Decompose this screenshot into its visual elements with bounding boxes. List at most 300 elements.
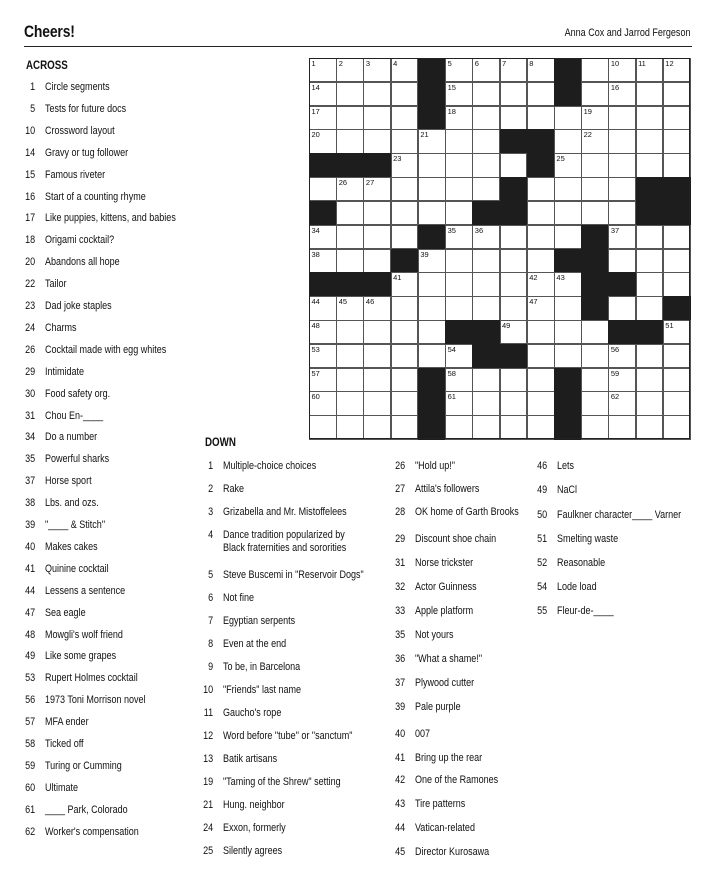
grid-black-square: [418, 58, 446, 82]
grid-cell-number: 15: [447, 82, 456, 92]
grid-cell[interactable]: [663, 344, 691, 368]
clue-text: Food safety org.: [44, 387, 111, 400]
crossword-grid[interactable]: [309, 58, 690, 439]
grid-cell[interactable]: [363, 177, 391, 201]
grid-cell[interactable]: [554, 296, 582, 320]
clue-text: Reasonable: [556, 557, 606, 569]
clue-number: 33: [395, 605, 406, 617]
grid-cell[interactable]: [336, 201, 364, 225]
grid-cell[interactable]: [363, 82, 391, 106]
grid-cell[interactable]: [445, 153, 473, 177]
clue-number: 11: [203, 707, 214, 719]
clue-text: Batik artisans: [222, 753, 278, 765]
clue-number: 15: [25, 168, 36, 181]
grid-cell[interactable]: [636, 296, 664, 320]
grid-cell-number: 62: [610, 392, 620, 402]
grid-cell[interactable]: [472, 368, 500, 392]
grid-cell[interactable]: [472, 177, 500, 201]
grid-cell[interactable]: [527, 296, 555, 320]
grid-cell[interactable]: [472, 129, 500, 153]
grid-cell[interactable]: [309, 177, 337, 201]
grid-cell-number: 49: [502, 320, 511, 330]
grid-cell[interactable]: [500, 249, 528, 273]
grid-black-square: [527, 153, 555, 177]
grid-cell[interactable]: [527, 106, 555, 130]
grid-cell[interactable]: [472, 391, 500, 415]
grid-black-square: [472, 344, 500, 368]
grid-black-square: [472, 320, 500, 344]
clue-text: Start of a counting rhyme: [44, 190, 146, 203]
grid-cell[interactable]: [554, 225, 582, 249]
grid-black-square: [663, 177, 691, 201]
clue-text: OK home of Garth Brooks: [414, 506, 519, 518]
grid-cell[interactable]: [391, 368, 419, 392]
grid-cell[interactable]: [391, 344, 419, 368]
grid-black-square: [472, 201, 500, 225]
clue-text: "Friends" last name: [222, 684, 302, 696]
grid-cell[interactable]: [663, 415, 691, 439]
grid-cell[interactable]: [445, 368, 473, 392]
grid-cell-number: 8: [529, 59, 534, 68]
grid-cell[interactable]: [554, 106, 582, 130]
grid-black-square: [336, 153, 364, 177]
grid-cell[interactable]: [581, 368, 609, 392]
grid-cell[interactable]: [663, 225, 691, 249]
clue-text: Pale purple: [414, 701, 461, 713]
grid-cell[interactable]: [636, 249, 664, 273]
grid-cell[interactable]: [527, 391, 555, 415]
grid-cell[interactable]: [391, 272, 419, 296]
clue-number: 35: [395, 629, 406, 641]
grid-cell[interactable]: [363, 58, 391, 82]
clue-text: Dance tradition popularized by Black fraternities and sororities: [222, 529, 347, 554]
clue-number: 34: [25, 431, 36, 444]
grid-cell[interactable]: [445, 391, 473, 415]
grid-cell[interactable]: [554, 177, 582, 201]
clue-text: Rupert Holmes cocktail: [44, 672, 138, 685]
grid-cell-number: 45: [338, 297, 348, 307]
grid-cell[interactable]: [527, 320, 555, 344]
grid-cell[interactable]: [663, 368, 691, 392]
grid-cell[interactable]: [445, 129, 473, 153]
grid-cell[interactable]: [554, 320, 582, 344]
grid-cell[interactable]: [418, 129, 446, 153]
clue-text: Like some grapes: [44, 650, 117, 663]
grid-cell[interactable]: [608, 225, 636, 249]
clue-number: 40: [25, 540, 36, 553]
grid-cell[interactable]: [418, 344, 446, 368]
clue-text: NaCl: [556, 484, 578, 496]
grid-cell[interactable]: [418, 153, 446, 177]
clue-text: Charms: [44, 321, 77, 334]
grid-cell[interactable]: [336, 368, 364, 392]
grid-cell[interactable]: [500, 58, 528, 82]
grid-cell-number: 19: [583, 106, 592, 116]
clue-text: Even at the end: [222, 638, 287, 650]
grid-cell[interactable]: [500, 368, 528, 392]
grid-cell[interactable]: [391, 320, 419, 344]
grid-cell[interactable]: [445, 296, 473, 320]
grid-black-square: [581, 296, 609, 320]
grid-cell[interactable]: [391, 225, 419, 249]
grid-cell[interactable]: [608, 129, 636, 153]
grid-cell[interactable]: [391, 129, 419, 153]
clue-number: 9: [208, 661, 214, 673]
grid-cell[interactable]: [309, 106, 337, 130]
grid-cell-number: 39: [420, 249, 429, 259]
grid-cell[interactable]: [608, 415, 636, 439]
grid-black-square: [581, 249, 609, 273]
clue-text: Sea eagle: [44, 606, 86, 619]
grid-cell[interactable]: [472, 106, 500, 130]
grid-black-square: [500, 129, 528, 153]
clue-number: 3: [208, 506, 214, 518]
clue-text: Hung. neighbor: [222, 799, 285, 811]
grid-cell[interactable]: [581, 201, 609, 225]
clue-number: 59: [25, 759, 36, 772]
grid-cell[interactable]: [309, 320, 337, 344]
grid-cell-number: 35: [447, 225, 456, 235]
clue-number: 6: [208, 592, 214, 604]
grid-cell[interactable]: [554, 153, 582, 177]
grid-cell[interactable]: [608, 249, 636, 273]
grid-cell[interactable]: [309, 58, 337, 82]
grid-cell[interactable]: [445, 272, 473, 296]
grid-cell[interactable]: [363, 320, 391, 344]
clue-number: 48: [25, 628, 36, 641]
grid-black-square: [391, 249, 419, 273]
grid-cell[interactable]: [500, 82, 528, 106]
grid-cell[interactable]: [363, 296, 391, 320]
clue-number: 28: [395, 506, 406, 518]
grid-cell[interactable]: [391, 58, 419, 82]
clue-number: 52: [537, 557, 548, 569]
grid-cell[interactable]: [527, 82, 555, 106]
grid-cell-number: 17: [311, 106, 320, 116]
clue-text: Discount shoe chain: [414, 533, 497, 545]
clue-number: 37: [25, 475, 36, 488]
grid-cell[interactable]: [472, 82, 500, 106]
grid-cell[interactable]: [500, 296, 528, 320]
grid-cell[interactable]: [336, 82, 364, 106]
grid-cell[interactable]: [363, 201, 391, 225]
grid-cell[interactable]: [581, 391, 609, 415]
clue-number: 31: [25, 409, 36, 422]
clue-number: 5: [30, 102, 36, 115]
clue-text: Mowgli's wolf friend: [44, 628, 123, 641]
grid-cell[interactable]: [336, 415, 364, 439]
clue-number: 60: [25, 781, 36, 794]
clue-text: "____ & Stitch": [44, 519, 106, 531]
grid-cell[interactable]: [445, 225, 473, 249]
grid-cell[interactable]: [309, 82, 337, 106]
clue-text: Fleur-de-____: [556, 605, 614, 617]
grid-cell[interactable]: [336, 58, 364, 82]
grid-cell[interactable]: [636, 415, 664, 439]
clue-number: 51: [537, 533, 548, 545]
grid-cell[interactable]: [581, 82, 609, 106]
clue-number: 44: [395, 822, 406, 834]
grid-cell[interactable]: [391, 177, 419, 201]
grid-cell[interactable]: [309, 249, 337, 273]
grid-cell[interactable]: [363, 106, 391, 130]
grid-cell[interactable]: [636, 225, 664, 249]
grid-cell[interactable]: [663, 249, 691, 273]
grid-cell[interactable]: [309, 415, 337, 439]
grid-cell[interactable]: [608, 296, 636, 320]
grid-cell[interactable]: [336, 177, 364, 201]
clue-number: 57: [25, 716, 36, 729]
grid-cell[interactable]: [418, 177, 446, 201]
grid-cell[interactable]: [363, 415, 391, 439]
clue-number: 39: [25, 519, 36, 531]
grid-cell[interactable]: [500, 391, 528, 415]
grid-cell[interactable]: [663, 129, 691, 153]
grid-black-square: [418, 106, 446, 130]
grid-cell[interactable]: [391, 415, 419, 439]
across-heading: ACROSS: [26, 60, 68, 72]
clue-text: "Taming of the Shrew" setting: [222, 776, 341, 788]
grid-cell[interactable]: [581, 177, 609, 201]
grid-black-square: [554, 415, 582, 439]
grid-cell[interactable]: [363, 391, 391, 415]
grid-cell[interactable]: [500, 106, 528, 130]
grid-black-square: [500, 344, 528, 368]
clue-text: Exxon, formerly: [222, 822, 286, 834]
grid-cell[interactable]: [391, 391, 419, 415]
grid-cell[interactable]: [636, 153, 664, 177]
grid-cell[interactable]: [527, 58, 555, 82]
grid-cell[interactable]: [309, 129, 337, 153]
clue-number: 62: [25, 825, 36, 838]
grid-cell[interactable]: [445, 249, 473, 273]
grid-cell[interactable]: [363, 129, 391, 153]
grid-cell[interactable]: [636, 272, 664, 296]
grid-cell[interactable]: [500, 272, 528, 296]
clue-text: Director Kurosawa: [414, 846, 490, 858]
grid-cell[interactable]: [336, 391, 364, 415]
grid-cell-number: 57: [311, 368, 320, 378]
grid-cell[interactable]: [445, 82, 473, 106]
grid-cell[interactable]: [663, 272, 691, 296]
grid-cell[interactable]: [663, 58, 691, 82]
clue-text: Grizabella and Mr. Mistoffelees: [222, 506, 347, 518]
grid-cell[interactable]: [418, 272, 446, 296]
grid-cell[interactable]: [391, 82, 419, 106]
clue-text: Gaucho's rope: [222, 707, 282, 719]
grid-black-square: [581, 272, 609, 296]
grid-cell[interactable]: [554, 344, 582, 368]
grid-cell[interactable]: [363, 344, 391, 368]
grid-cell[interactable]: [636, 58, 664, 82]
clue-text: Egyptian serpents: [222, 615, 296, 627]
down-heading: DOWN: [205, 437, 236, 449]
grid-cell[interactable]: [309, 368, 337, 392]
grid-cell[interactable]: [663, 320, 691, 344]
grid-cell[interactable]: [527, 225, 555, 249]
clue-number: 10: [25, 124, 36, 137]
grid-cell[interactable]: [309, 225, 337, 249]
grid-cell[interactable]: [500, 415, 528, 439]
clue-number: 17: [25, 212, 36, 225]
grid-cell[interactable]: [418, 320, 446, 344]
grid-cell[interactable]: [391, 296, 419, 320]
grid-cell[interactable]: [527, 177, 555, 201]
clue-number: 41: [395, 752, 406, 764]
grid-cell[interactable]: [636, 82, 664, 106]
grid-cell[interactable]: [472, 415, 500, 439]
grid-cell[interactable]: [309, 296, 337, 320]
grid-cell[interactable]: [608, 368, 636, 392]
grid-cell-number: 6: [474, 59, 479, 68]
clue-text: Horse sport: [44, 475, 92, 488]
grid-cell[interactable]: [581, 106, 609, 130]
grid-cell[interactable]: [527, 272, 555, 296]
grid-cell[interactable]: [418, 249, 446, 273]
grid-cell[interactable]: [527, 415, 555, 439]
clue-text: Ultimate: [44, 781, 79, 794]
grid-cell[interactable]: [391, 106, 419, 130]
grid-cell[interactable]: [336, 106, 364, 130]
grid-cell[interactable]: [608, 106, 636, 130]
grid-cell[interactable]: [636, 391, 664, 415]
grid-cell[interactable]: [472, 225, 500, 249]
clue-number: 32: [395, 581, 406, 593]
grid-cell[interactable]: [472, 272, 500, 296]
grid-cell[interactable]: [554, 272, 582, 296]
grid-cell[interactable]: [336, 296, 364, 320]
grid-cell[interactable]: [445, 177, 473, 201]
grid-cell[interactable]: [608, 201, 636, 225]
grid-black-square: [527, 129, 555, 153]
clue-number: 30: [25, 387, 36, 400]
grid-cell[interactable]: [581, 320, 609, 344]
clue-number: 24: [25, 321, 36, 334]
grid-cell[interactable]: [472, 249, 500, 273]
grid-cell-number: 36: [474, 225, 484, 235]
grid-cell-number: 59: [610, 368, 620, 378]
grid-cell[interactable]: [581, 153, 609, 177]
clue-text: Norse trickster: [414, 557, 474, 569]
clue-text: Quinine cocktail: [44, 562, 109, 575]
grid-cell[interactable]: [527, 344, 555, 368]
grid-cell[interactable]: [336, 129, 364, 153]
puzzle-title: Cheers!: [24, 22, 75, 41]
grid-black-square: [336, 272, 364, 296]
grid-cell[interactable]: [472, 58, 500, 82]
grid-cell-number: 2: [338, 59, 343, 68]
grid-cell[interactable]: [336, 320, 364, 344]
clue-text: Actor Guinness: [414, 581, 477, 593]
grid-cell[interactable]: [581, 415, 609, 439]
grid-cell[interactable]: [663, 391, 691, 415]
grid-cell[interactable]: [636, 344, 664, 368]
grid-cell[interactable]: [608, 391, 636, 415]
grid-cell[interactable]: [554, 129, 582, 153]
grid-cell[interactable]: [472, 153, 500, 177]
grid-cell[interactable]: [500, 320, 528, 344]
grid-cell[interactable]: [663, 82, 691, 106]
grid-cell-number: 37: [610, 225, 620, 235]
grid-cell-number: 14: [311, 82, 320, 92]
grid-cell[interactable]: [608, 82, 636, 106]
clue-number: 47: [25, 606, 36, 619]
grid-cell[interactable]: [527, 201, 555, 225]
clue-text: Origami cocktail?: [44, 234, 115, 247]
grid-cell[interactable]: [445, 344, 473, 368]
grid-cell[interactable]: [472, 296, 500, 320]
clue-number: 37: [395, 677, 406, 689]
grid-black-square: [363, 153, 391, 177]
grid-cell[interactable]: [363, 249, 391, 273]
grid-cell[interactable]: [581, 344, 609, 368]
clue-text: Crossword layout: [44, 124, 115, 137]
grid-cell[interactable]: [445, 415, 473, 439]
header-divider: [24, 46, 692, 47]
grid-cell[interactable]: [663, 153, 691, 177]
grid-cell[interactable]: [336, 344, 364, 368]
grid-cell[interactable]: [391, 153, 419, 177]
grid-black-square: [554, 249, 582, 273]
grid-cell-number: 5: [447, 59, 452, 68]
grid-cell[interactable]: [363, 368, 391, 392]
grid-cell[interactable]: [554, 201, 582, 225]
clue-text: Dad joke staples: [44, 300, 112, 312]
grid-cell[interactable]: [608, 177, 636, 201]
grid-cell[interactable]: [500, 153, 528, 177]
grid-cell[interactable]: [500, 225, 528, 249]
grid-cell[interactable]: [636, 106, 664, 130]
grid-cell[interactable]: [608, 344, 636, 368]
clue-number: 50: [537, 509, 548, 521]
grid-cell[interactable]: [418, 201, 446, 225]
grid-cell-number: 60: [311, 392, 320, 402]
grid-black-square: [418, 368, 446, 392]
grid-cell[interactable]: [527, 368, 555, 392]
clue-text: Cocktail made with egg whites: [44, 343, 167, 356]
clue-text: ____ Park, Colorado: [44, 803, 128, 816]
grid-black-square: [636, 201, 664, 225]
grid-cell[interactable]: [309, 391, 337, 415]
grid-cell[interactable]: [309, 344, 337, 368]
grid-cell[interactable]: [608, 153, 636, 177]
grid-cell[interactable]: [418, 296, 446, 320]
grid-cell[interactable]: [363, 225, 391, 249]
clue-number: 44: [25, 584, 36, 597]
clue-text: Plywood cutter: [414, 677, 475, 689]
grid-cell[interactable]: [527, 249, 555, 273]
grid-cell[interactable]: [336, 249, 364, 273]
grid-cell[interactable]: [445, 201, 473, 225]
clue-text: Multiple-choice choices: [222, 460, 317, 472]
grid-cell[interactable]: [336, 225, 364, 249]
grid-cell[interactable]: [663, 106, 691, 130]
clue-number: 56: [25, 694, 36, 707]
grid-cell[interactable]: [445, 58, 473, 82]
grid-cell[interactable]: [581, 58, 609, 82]
clue-number: 20: [25, 256, 36, 269]
grid-cell[interactable]: [636, 368, 664, 392]
grid-cell[interactable]: [581, 129, 609, 153]
grid-cell[interactable]: [636, 129, 664, 153]
grid-cell[interactable]: [391, 201, 419, 225]
clue-number: 5: [208, 569, 214, 581]
grid-black-square: [554, 391, 582, 415]
clue-text: Lets: [556, 460, 575, 472]
clue-number: 39: [395, 701, 406, 713]
grid-cell[interactable]: [445, 106, 473, 130]
grid-cell[interactable]: [608, 58, 636, 82]
